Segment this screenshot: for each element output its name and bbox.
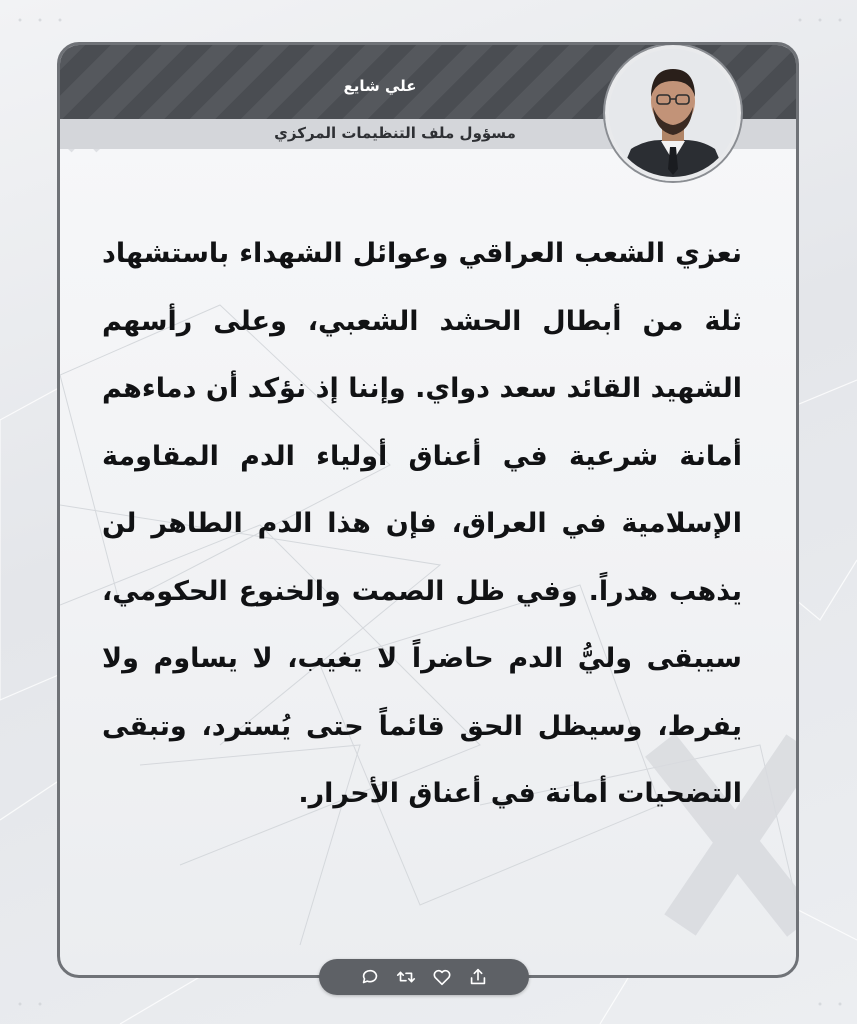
author-name: علي شايع (343, 77, 417, 95)
reply-icon[interactable] (359, 966, 381, 988)
share-icon[interactable] (467, 966, 489, 988)
like-icon[interactable] (431, 966, 453, 988)
post-card (57, 42, 799, 978)
avatar (605, 45, 741, 181)
post-body: نعزي الشعب العراقي وعوائل الشهداء باستشهاد ثلة من أبطال الحشد الشعبي، وعلى رأسهم الشهيد القائد سعد دواي. وإننا إذ نؤكد أن دماءهم أمانة شرعية في أعناق أولياء الدم المقاومة الإسلامية في العراق، فإن هذا الدم الطاهر لن يذهب هدراً. وفي ظل الصمت والخنوع الحكومي، سيبقى وليُّ الدم حاضراً لا يغيب، لا يساوم ولا يفرط، وسيظل الحق قائماً حتى يُسترد، وتبقى التضحيات أمانة في أعناق الأحرار. (102, 238, 742, 809)
action-bar (319, 959, 529, 995)
repost-icon[interactable] (395, 966, 417, 988)
author-title: مسؤول ملف التنظيمات المركزي (274, 124, 516, 142)
avatar-person-icon (609, 49, 737, 177)
